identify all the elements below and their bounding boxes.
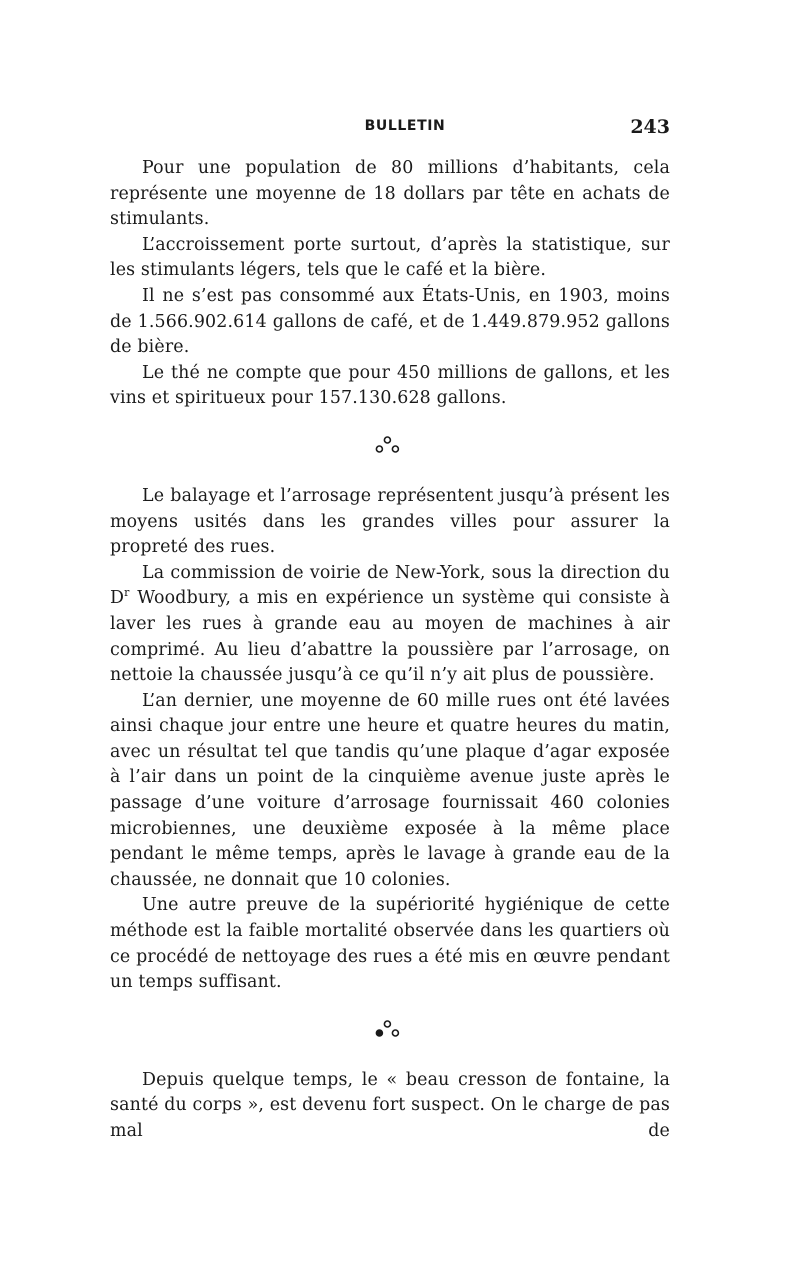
paragraph-the-vins: Le thé ne compte que pour 450 millions de gallons, et les vins et spiritueux pour 157.130.628 gallons. bbox=[110, 362, 670, 409]
paragraph-accroissement: L’accroissement porte surtout, d’après la statistique, sur les stimulants légers, tels que le café et la bière. bbox=[110, 234, 670, 281]
body-text bbox=[110, 156, 670, 1145]
page-header bbox=[140, 118, 670, 144]
commission-text-start: La commission de voirie de New-York, sous la direction du D bbox=[110, 562, 670, 609]
running-title: BULLETIN bbox=[364, 118, 446, 134]
paragraph-cresson: Depuis quelque temps, le « beau cresson de fontaine, la santé du corps », est devenu fort suspect. On le charge de pas mal de bbox=[110, 1069, 670, 1141]
paragraph-population: Pour une population de 80 millions d’habitants, cela représente une moyenne de 18 dollars par tête en achats de stimulants. bbox=[110, 158, 670, 230]
paragraph-balayage: Le balayage et l’arrosage représentent jusqu’à présent les moyens usités dans les grandes villes pour assurer la propreté des rues. bbox=[110, 485, 670, 558]
section-separator-2 bbox=[110, 996, 670, 1068]
asterism-icon bbox=[374, 1018, 400, 1040]
paragraph-autre-preuve: Une autre preuve de la supériorité hygiénique de cette méthode est la faible mortalité observée dans les quartiers où ce procédé de nettoyage des rues a été mis en œuvre pendant un temps suffisant. bbox=[110, 895, 670, 993]
asterism-icon bbox=[374, 434, 400, 456]
section-separator-1 bbox=[110, 412, 670, 484]
page-number: 243 bbox=[630, 116, 670, 138]
paragraph-an-dernier: L’an dernier, une moyenne de 60 mille rues ont été lavées ainsi chaque jour entre une heure et quatre heures du matin, avec un résultat tel que tandis qu’une plaque d’agar exposée à l’air dans un point de la cinquième avenue juste après le passage d’une voiture d’arrosage fournissait 460 colonies microbiennes, une deuxième exposée à la même place pendant le même temps, après le lavage à grande eau de la chaussée, ne donnait que 10 colonies. bbox=[110, 690, 670, 890]
paragraph-commission bbox=[110, 561, 670, 689]
commission-text-end: Woodbury, a mis en expérience un système qui consiste à laver les rues à grande eau au moyen de machines à air comprimé. Au lieu d’abattre la poussière par l’arrosage, on nettoie la chaussée jusqu’à ce qu’il n’y ait plus de poussière. bbox=[110, 588, 670, 686]
paragraph-consommation: Il ne s’est pas consommé aux États-Unis, en 1903, moins de 1.566.902.614 gallons de café, et de 1.449.879.952 gallons de bière. bbox=[110, 285, 670, 358]
doctor-abbrev-superscript: r bbox=[124, 586, 130, 600]
